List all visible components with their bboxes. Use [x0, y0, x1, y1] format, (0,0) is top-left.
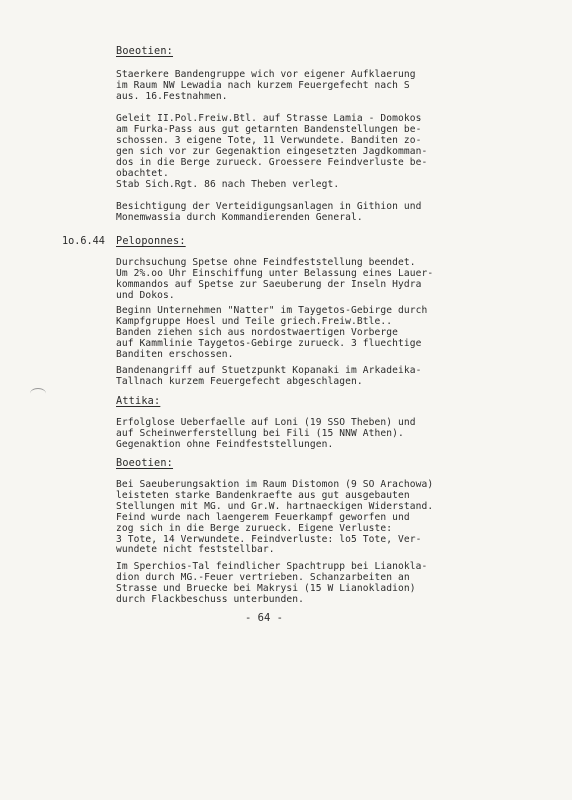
paragraph-text: Staerkere Bandengruppe wich vor eigener Aufklaerung im Raum NW Lewadia nach kurzem Feuergefecht nach S aus. 16.Festnahmen.: [116, 69, 416, 102]
para-boeotien-1-d: [116, 202, 456, 224]
para-peloponnes-a: [116, 258, 456, 302]
section-heading-peloponnes: Peloponnes:: [116, 236, 186, 247]
margin-pencil-mark: [30, 388, 46, 399]
paragraph-text: Erfolglose Ueberfaelle auf Loni (19 SSO Theben) und auf Scheinwerferstellung bei Fili (15 NNW Athen). Gegenaktion ohne Feindfeststellungen.: [116, 417, 416, 450]
para-boeotien-1-a: [116, 70, 456, 103]
section-heading-attika: Attika:: [116, 396, 161, 407]
entry-date: 1o.6.44: [62, 236, 105, 247]
section-heading-boeotien-1: Boeotien:: [116, 46, 174, 57]
paragraph-text: Bei Saeuberungsaktion im Raum Distomon (9 SO Arachowa) leisteten starke Bandenkraefte aus gut ausgebauten Stellungen mit MG. und Gr.W. hartnaeckigen Widerstand. Feind wurde nach laengerem Feuerkampf geworfen und zog sich in die Berge zurueck. Eigene Verluste: 3 Tote, 14 Verwundete. Feindverluste: lo5 Tote, Ver- wundete nicht feststellbar.: [116, 479, 434, 556]
page-number: - 64 -: [245, 612, 283, 624]
para-boeotien-2-b: [116, 562, 456, 606]
section-heading-boeotien-2: Boeotien:: [116, 458, 174, 469]
para-peloponnes-b: [116, 306, 456, 361]
paragraph-text: Beginn Unternehmen "Natter" im Taygetos-Gebirge durch Kampfgruppe Hoesl und Teile griech.Freiw.Btle.. Banden ziehen sich aus nordostwaertigen Vorberge auf Kammlinie Taygetos-Gebirge zurueck. 3 fluechtige Banditen erschossen.: [116, 305, 428, 360]
para-boeotien-2-a: [116, 480, 456, 556]
para-boeotien-1-b: [116, 114, 456, 179]
para-boeotien-1-c: [116, 180, 456, 191]
paragraph-text: Bandenangriff auf Stuetzpunkt Kopanaki im Arkadeika- Tallnach kurzem Feuergefecht abgeschlagen.: [116, 365, 422, 387]
paragraph-text: Stab Sich.Rgt. 86 nach Theben verlegt.: [116, 179, 340, 190]
paragraph-text: Besichtigung der Verteidigungsanlagen in Githion und Monemwassia durch Kommandierenden General.: [116, 201, 422, 223]
paragraph-text: Geleit II.Pol.Freiw.Btl. auf Strasse Lamia - Domokos am Furka-Pass aus gut getarnten Bandenstellungen be- schossen. 3 eigene Tote, 11 Verwundete. Banditen zo- gen sich vor zur Gegenaktion eingesetzten Jagdkomman- dos in die Berge zurueck. Groessere Feindverluste be- obachtet.: [116, 113, 428, 179]
para-attika-a: [116, 418, 456, 451]
paragraph-text: Durchsuchung Spetse ohne Feindfeststellung beendet. Um 2%.oo Uhr Einschiffung unter Belassung eines Lauer- kommandos auf Spetse zur Saeuberung der Inseln Hydra und Dokos.: [116, 257, 434, 301]
para-peloponnes-c: [116, 366, 456, 388]
paragraph-text: Im Sperchios-Tal feindlicher Spachtrupp bei Lianokla- dion durch MG.-Feuer vertrieben. Schanzarbeiten an Strasse und Bruecke bei Makrysi (15 W Lianokladion) durch Flackbeschuss unterbunden.: [116, 561, 428, 605]
